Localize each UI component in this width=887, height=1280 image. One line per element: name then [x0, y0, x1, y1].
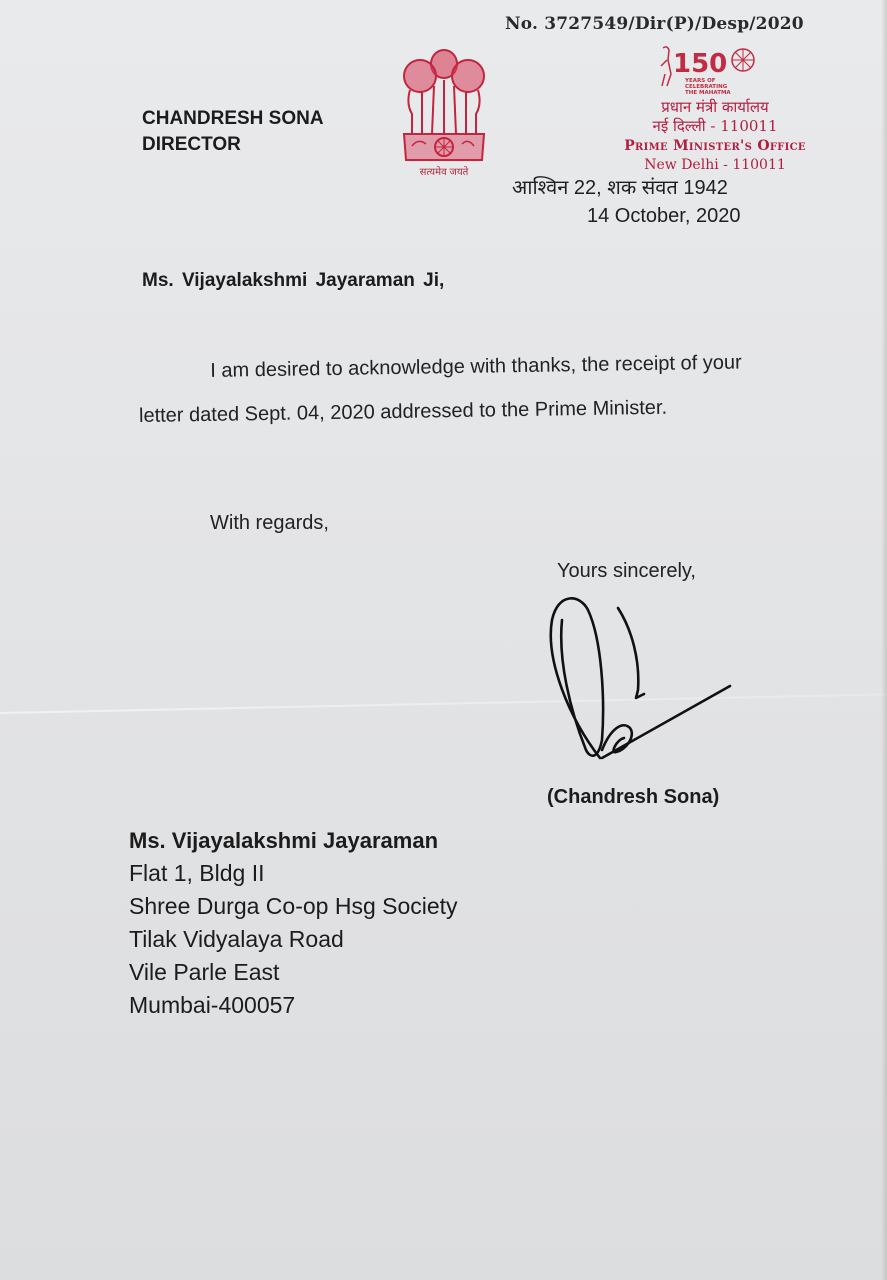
closing-line: Yours sincerely, — [557, 560, 696, 582]
date-gregorian: 14 October, 2020 — [587, 205, 741, 227]
date-block — [512, 174, 740, 230]
signature-icon — [540, 590, 740, 775]
svg-text:150: 150 — [673, 49, 728, 79]
reference-number: No. 3727549/Dir(P)/Desp/2020 — [505, 14, 804, 34]
date-saka: आश्विन 22, शक संवत 1942 — [512, 177, 728, 199]
paper-edge — [881, 0, 887, 1280]
salutation: Ms. Vijayalakshmi Jayaraman Ji, — [142, 270, 445, 291]
svg-text:YEARS OF: YEARS OF — [685, 78, 716, 84]
svg-text:THE MAHATMA: THE MAHATMA — [685, 90, 731, 96]
office-name-hindi: प्रधान मंत्री कार्यालय — [661, 98, 769, 116]
paper-fold-crease — [0, 693, 887, 714]
emblem-motto: सत्यमेव जयते — [419, 167, 469, 178]
office-city-english: New Delhi - 110011 — [644, 157, 786, 173]
sender-title: DIRECTOR — [142, 134, 241, 155]
address-line: Vile Parle East — [129, 959, 280, 985]
sender-block — [142, 106, 324, 158]
signer-name: (Chandresh Sona) — [547, 786, 720, 808]
sender-name: CHANDRESH SONA — [142, 108, 324, 129]
address-line: Shree Durga Co-op Hsg Society — [129, 893, 458, 919]
address-line: Flat 1, Bldg II — [129, 860, 265, 886]
gandhi-150-logo-icon — [655, 44, 765, 96]
address-line: Tilak Vidyalaya Road — [129, 926, 344, 952]
body-paragraph — [138, 340, 789, 438]
recipient-name: Ms. Vijayalakshmi Jayaraman — [129, 828, 439, 853]
ashoka-emblem-icon — [398, 42, 490, 180]
regards-line: With regards, — [210, 512, 329, 534]
pmo-letterhead — [590, 98, 840, 175]
office-city-hindi: नई दिल्ली - 110011 — [652, 117, 778, 135]
office-name-english: Prime Minister's Office — [624, 138, 806, 154]
svg-text:CELEBRATING: CELEBRATING — [685, 84, 728, 90]
recipient-address — [129, 824, 458, 1022]
address-line: Mumbai-400057 — [129, 992, 296, 1018]
body-text: I am desired to acknowledge with thanks, the receipt of your letter dated Sept. 04, 2020 addressed to the Prime Minister. — [138, 351, 742, 427]
